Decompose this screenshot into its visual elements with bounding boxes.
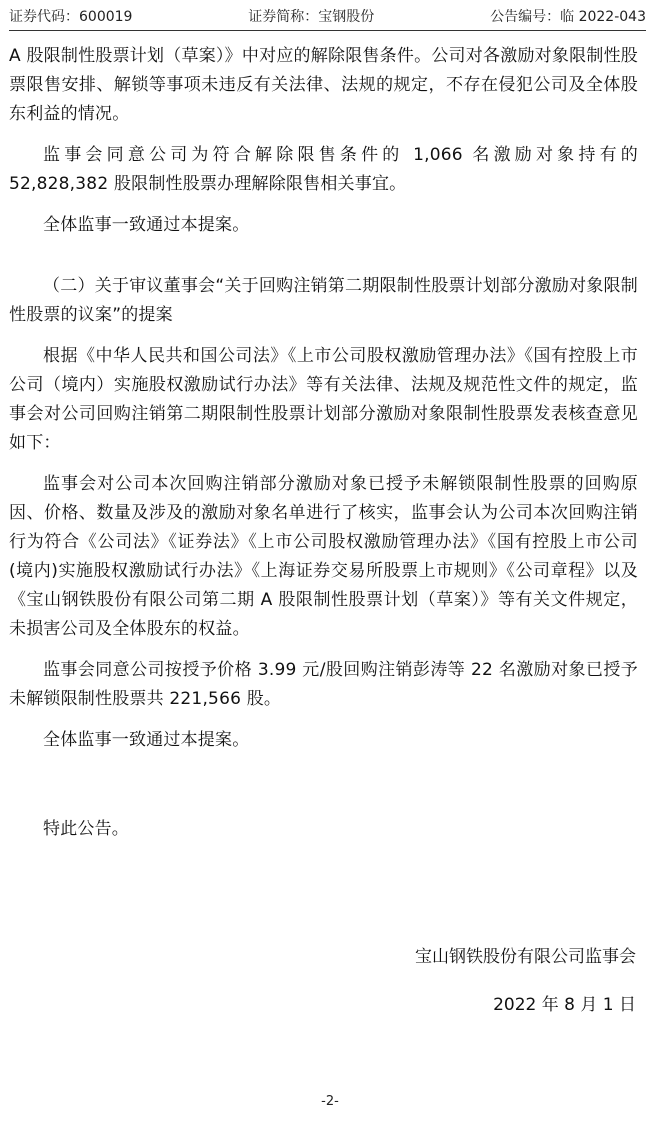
announcement-number: 公告编号：临 2022-043 bbox=[490, 9, 646, 25]
paragraph-2: 监事会同意公司为符合解除限售条件的 1,066 名激励对象持有的 52,828,382 股限制性股票办理解除限售相关事宜。 bbox=[9, 145, 638, 194]
page-number: -2- bbox=[321, 1094, 339, 1109]
header-divider bbox=[9, 30, 646, 31]
section-heading: （二）关于审议董事会“关于回购注销第二期限制性股票计划部分激励对象限制性股票的议案”的提案 bbox=[9, 276, 638, 325]
paragraph-8: 全体监事一致通过本提案。 bbox=[43, 730, 250, 750]
paragraph-3: 全体监事一致通过本提案。 bbox=[43, 215, 250, 235]
page-header bbox=[9, 5, 646, 27]
paragraph-5: 根据《中华人民共和国公司法》《上市公司股权激励管理办法》《国有控股上市公司（境内）实施股权激励试行办法》等有关法律、法规及规范性文件的规定，监事会对公司回购注销第二期限制性股票计划部分激励对象限制性股票发表核查意见如下： bbox=[9, 346, 638, 453]
paragraph-7: 监事会同意公司按授予价格 3.99 元/股回购注销彭涛等 22 名激励对象已授予未解锁限制性股票共 221,566 股。 bbox=[9, 660, 638, 709]
document-body bbox=[9, 42, 638, 844]
stock-name: 证券简称：宝钢股份 bbox=[248, 9, 375, 25]
paragraph-1: A 股限制性股票计划（草案）》中对应的解除限售条件。公司对各激励对象限制性股票限售安排、解锁等事项未违反有关法律、法规的规定，不存在侵犯公司及全体股东利益的情况。 bbox=[9, 46, 638, 124]
paragraph-6: 监事会对公司本次回购注销部分激励对象已授予未解锁限制性股票的回购原因、价格、数量及涉及的激励对象名单进行了核实，监事会认为公司本次回购注销行为符合《公司法》《证券法》《上市公司股权激励管理办法》《国有控股上市公司(境内)实施股权激励试行办法》《上海证券交易所股票上市规则》《公司章程》以及《宝山钢铁股份有限公司第二期 A 股限制性股票计划（草案）》等有关文件规定，未损害公司及全体股东的权益。 bbox=[9, 474, 638, 639]
announcement-date: 2022 年 8 月 1 日 bbox=[493, 995, 636, 1015]
closing-statement: 特此公告。 bbox=[43, 819, 129, 839]
stock-code: 证券代码：600019 bbox=[9, 9, 133, 25]
signature: 宝山钢铁股份有限公司监事会 bbox=[415, 947, 636, 967]
